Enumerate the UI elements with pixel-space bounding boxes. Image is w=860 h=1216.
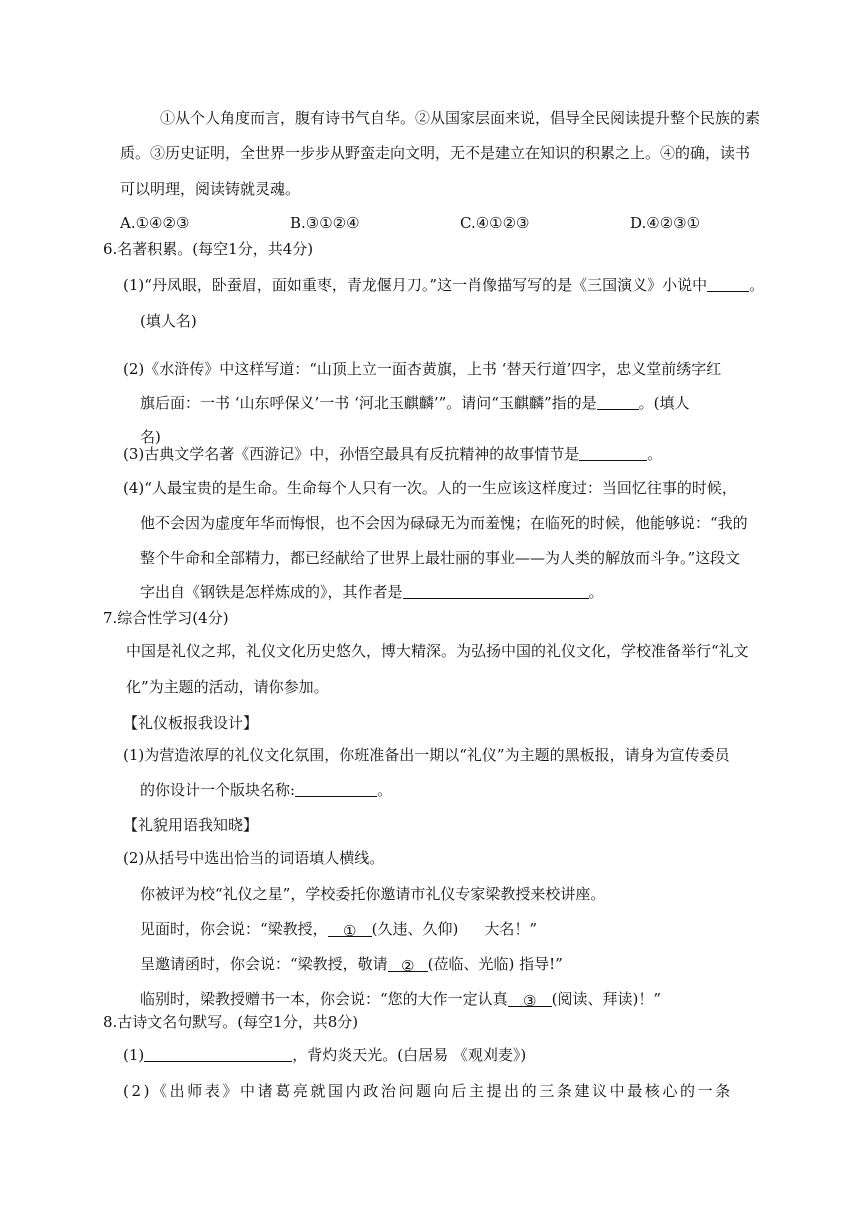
q7-intro-line-2: 化”为主题的活动，请你参加。 bbox=[126, 678, 329, 696]
q7-sentence-1-options: (久违、久仰) bbox=[371, 920, 459, 938]
q6-item-4-end: 。 bbox=[588, 583, 604, 601]
q6-item-2-note: 。(填人 bbox=[638, 394, 690, 412]
q5-option-a: A.①④②③ bbox=[120, 214, 190, 232]
q8-item-1-blank[interactable] bbox=[144, 1046, 292, 1062]
q7-scenario: 你被评为校“礼仪之星”，学校委托你邀请市礼仪专家梁教授来校讲座。 bbox=[140, 885, 606, 903]
q6-item-3 bbox=[123, 444, 662, 464]
q8-item-1-text: ，背灼炎天光。(白居易 《观刈麦》) bbox=[292, 1046, 527, 1064]
q8-item-2: (2)《出师表》中诸葛亮就国内政治问题向后主提出的三条建议中最核心的一条 bbox=[123, 1082, 733, 1100]
q7-sentence-3 bbox=[140, 989, 661, 1009]
q7-sentence-2 bbox=[140, 954, 563, 974]
q5-option-c: C.④①②③ bbox=[460, 214, 530, 232]
q6-item-2-blank[interactable] bbox=[597, 394, 639, 410]
q7-sentence-3-text: 临别时，梁教授赠书一本，你会说：“您的大作一定认真 bbox=[140, 990, 508, 1008]
q7-blank-3[interactable]: ③ bbox=[508, 991, 552, 1007]
q6-item-3-text: (3)古典文学名著《西游记》中，孙悟空最具有反抗精神的故事情节是 bbox=[123, 445, 580, 463]
q6-item-4-line-1: (4)“人最宝贵的是生命。生命每个人只有一次。人的一生应该这样度过：当回忆往事的时候， bbox=[123, 479, 737, 497]
q8-item-1-num: (1) bbox=[123, 1046, 145, 1064]
q7-sentence-2-text: 呈邀请函时，你会说：“梁教授，敬请 bbox=[140, 955, 388, 973]
q6-item-1-end: 。 bbox=[749, 276, 765, 294]
q6-item-1-note: (填人名) bbox=[140, 312, 197, 330]
q7-sentence-1 bbox=[140, 919, 537, 939]
q6-item-4-line-2: 他不会因为虚度年华而悔恨，也不会因为碌碌无为而羞愧；在临死的时候，他能够说：“我的 bbox=[140, 514, 748, 532]
q7-blank-1[interactable]: ① bbox=[328, 921, 372, 937]
q6-item-1 bbox=[123, 275, 764, 295]
q6-title: 6.名著积累。(每空1分，共4分) bbox=[103, 240, 314, 258]
q6-item-4-line-4 bbox=[140, 582, 604, 602]
q7-section-heading-2: 【礼貌用语我知晓】 bbox=[123, 816, 259, 834]
q6-item-4-blank[interactable] bbox=[403, 583, 589, 599]
q8-title: 8.古诗文名句默写。(每空1分，共8分) bbox=[103, 1013, 359, 1031]
q7-item-1-blank[interactable] bbox=[295, 781, 377, 797]
q7-item-1-line-1: (1)为营造浓厚的礼仪文化氛围，你班准备出一期以“礼仪”为主题的黑板报，请身为宣传委员 bbox=[123, 746, 730, 764]
q6-item-2-line-1: (2)《水浒传》中这样写道：“山顶上立一面杏黄旗，上书 ‘替天行道’四字，忠义堂前绣字红 bbox=[123, 360, 722, 378]
q7-sentence-2-end: (莅临、光临) 指导!” bbox=[427, 955, 563, 973]
q6-item-1-blank[interactable] bbox=[707, 276, 749, 292]
q7-section-heading-1: 【礼仪板报我设计】 bbox=[123, 714, 259, 732]
q7-item-1-line-2 bbox=[140, 780, 392, 800]
q5-option-d: D.④②③① bbox=[630, 214, 701, 232]
q6-item-1-text: (1)“丹凤眼，卧蚕眉，面如重枣，青龙偃月刀。”这一肖像描写写的是《三国演义》小说中 bbox=[123, 276, 708, 294]
q5-option-b: B.③①②④ bbox=[290, 214, 360, 232]
q5-passage-line-2: 质。③历史证明，全世界一步步从野蛮走向文明，无不是建立在知识的积累之上。④的确，读书 bbox=[120, 144, 751, 162]
q7-sentence-3-end: (阅读、拜读)！” bbox=[551, 990, 662, 1008]
q6-item-2-text: 旗后面：一书 ‘山东呼保义’一书 ‘河北玉麒麟’”。请问“玉麒麟”指的是 bbox=[140, 394, 597, 412]
q7-sentence-1-end: 大名！” bbox=[484, 920, 538, 938]
q7-item-2: (2)从括号中选出恰当的词语填人横线。 bbox=[123, 849, 385, 867]
q7-blank-2[interactable]: ② bbox=[388, 956, 428, 972]
q7-sentence-1-text: 见面时，你会说：“梁教授， bbox=[140, 920, 328, 938]
q6-item-3-end: 。 bbox=[647, 445, 663, 463]
q6-item-2-line-3: 名) bbox=[140, 428, 161, 446]
q6-item-3-blank[interactable] bbox=[579, 445, 647, 461]
q7-title: 7.综合性学习(4分) bbox=[103, 609, 229, 627]
q7-intro-line-1: 中国是礼仪之邦，礼仪文化历史悠久，博大精深。为弘扬中国的礼仪文化，学校准备举行“礼文 bbox=[126, 642, 749, 660]
q8-item-1 bbox=[123, 1045, 526, 1065]
q7-item-1-end: 。 bbox=[377, 781, 393, 799]
q5-passage-line-1: ①从个人角度而言，腹有诗书气自华。②从国家层面来说，倡导全民阅读提升整个民族的素 bbox=[160, 109, 761, 127]
q6-item-2-line-2 bbox=[140, 393, 689, 413]
q7-item-1-text: 的你设计一个版块名称: bbox=[140, 781, 296, 799]
q6-item-4-text: 字出自《钢铁是怎样炼成的》，其作者是 bbox=[140, 583, 403, 601]
q5-passage-line-3: 可以明理，阅读铸就灵魂。 bbox=[120, 180, 301, 198]
q6-item-4-line-3: 整个牛命和全部精力，都已经献给了世界上最壮丽的事业——为人类的解放而斗争。”这段文 bbox=[140, 549, 741, 567]
